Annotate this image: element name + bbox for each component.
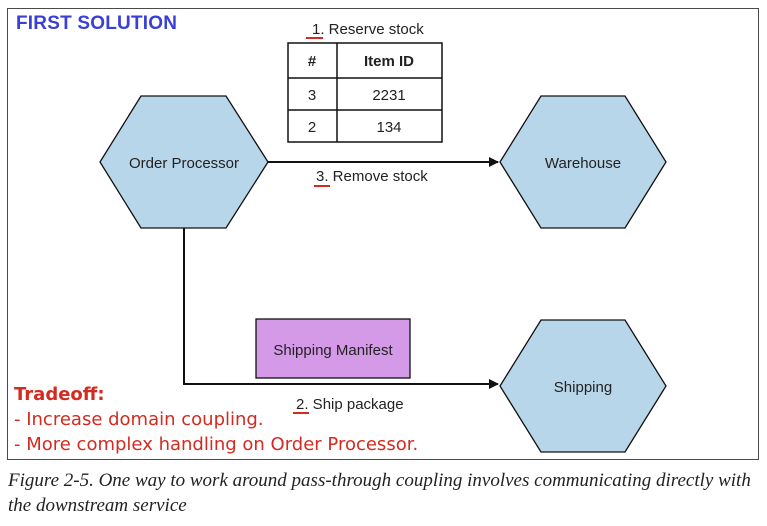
table-title-text: Reserve stock [324, 21, 424, 38]
table-header-item-id: Item ID [363, 53, 415, 70]
tradeoff-item: - More complex handling on Order Processor. [14, 434, 419, 455]
table-cell: 134 [376, 119, 402, 136]
shipping-label: Shipping [553, 379, 613, 396]
tradeoff-note [14, 382, 418, 457]
shipping-manifest-label: Shipping Manifest [273, 342, 393, 359]
figure-caption: Figure 2-5. One way to work around pass-through coupling involves communicating directly with the downstream service [8, 470, 751, 516]
table-title [312, 21, 424, 38]
ship-package-step: 2. [296, 396, 309, 413]
order-processor-label: Order Processor [128, 155, 240, 172]
table-cell: 3 [307, 87, 317, 104]
warehouse-label: Warehouse [544, 155, 622, 172]
tradeoff-title: Tradeoff: [14, 384, 105, 405]
table-header-num: # [307, 53, 317, 70]
remove-stock-text: Remove stock [328, 168, 428, 185]
table-cell: 2 [307, 119, 317, 136]
tradeoff-item: - Increase domain coupling. [14, 409, 264, 430]
table-cell: 2231 [372, 87, 406, 104]
table-title-step: 1. [312, 21, 325, 38]
remove-stock-step: 3. [316, 168, 329, 185]
diagram-heading: FIRST SOLUTION [16, 13, 178, 34]
ship-package-text: Ship package [308, 396, 404, 413]
remove-stock-label [316, 168, 428, 185]
